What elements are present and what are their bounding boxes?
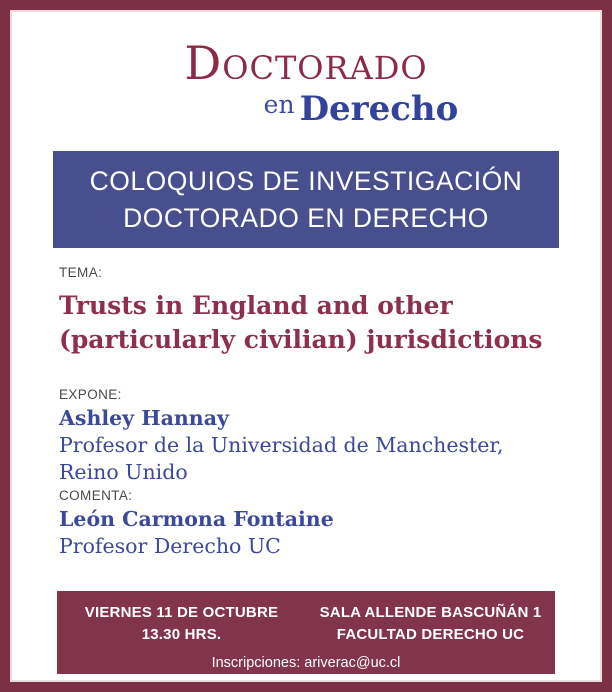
discussant-affiliation: Profesor Derecho UC bbox=[59, 534, 281, 558]
speaker-affiliation-line1: Profesor de la Universidad de Manchester, bbox=[59, 433, 504, 457]
topic-title-line1: Trusts in England and other bbox=[59, 291, 453, 320]
program-logo bbox=[12, 38, 600, 137]
event-venue: SALA ALLENDE BASCUÑÁN 1 bbox=[319, 604, 542, 621]
logo-derecho-text: Derecho bbox=[299, 89, 459, 129]
series-banner-line1: COLOQUIOS DE INVESTIGACIÓN bbox=[89, 165, 523, 196]
discussant-name: León Carmona Fontaine bbox=[59, 507, 334, 531]
topic-title-line2: (particularly civilian) jurisdictions bbox=[59, 325, 543, 354]
event-date: VIERNES 11 DE OCTUBRE bbox=[84, 604, 279, 621]
logo-en-derecho-text bbox=[122, 84, 600, 137]
topic-label: TEMA: bbox=[59, 265, 103, 280]
topic-title bbox=[59, 289, 560, 357]
speaker-affiliation-line2: Reino Unido bbox=[59, 460, 188, 484]
registration-info: Inscripciones: ariverac@uc.cl bbox=[211, 655, 401, 671]
datetime-block bbox=[57, 602, 306, 646]
event-time: 13.30 HRS. bbox=[141, 626, 222, 643]
event-content bbox=[12, 248, 600, 560]
speaker-label: EXPONE: bbox=[59, 387, 122, 402]
event-faculty: FACULTAD DERECHO UC bbox=[336, 626, 525, 643]
event-details-banner bbox=[57, 591, 555, 674]
logo-doctorado-text: Doctorado bbox=[184, 36, 428, 90]
series-banner bbox=[53, 151, 559, 248]
discussant-label: COMENTA: bbox=[59, 488, 133, 503]
poster-inner-frame bbox=[10, 10, 602, 682]
event-details-columns bbox=[57, 602, 555, 646]
location-block bbox=[306, 602, 555, 646]
logo-en-text: en bbox=[263, 90, 295, 119]
series-banner-line2: DOCTORADO EN DERECHO bbox=[123, 202, 489, 233]
speaker-name: Ashley Hannay bbox=[59, 406, 229, 430]
